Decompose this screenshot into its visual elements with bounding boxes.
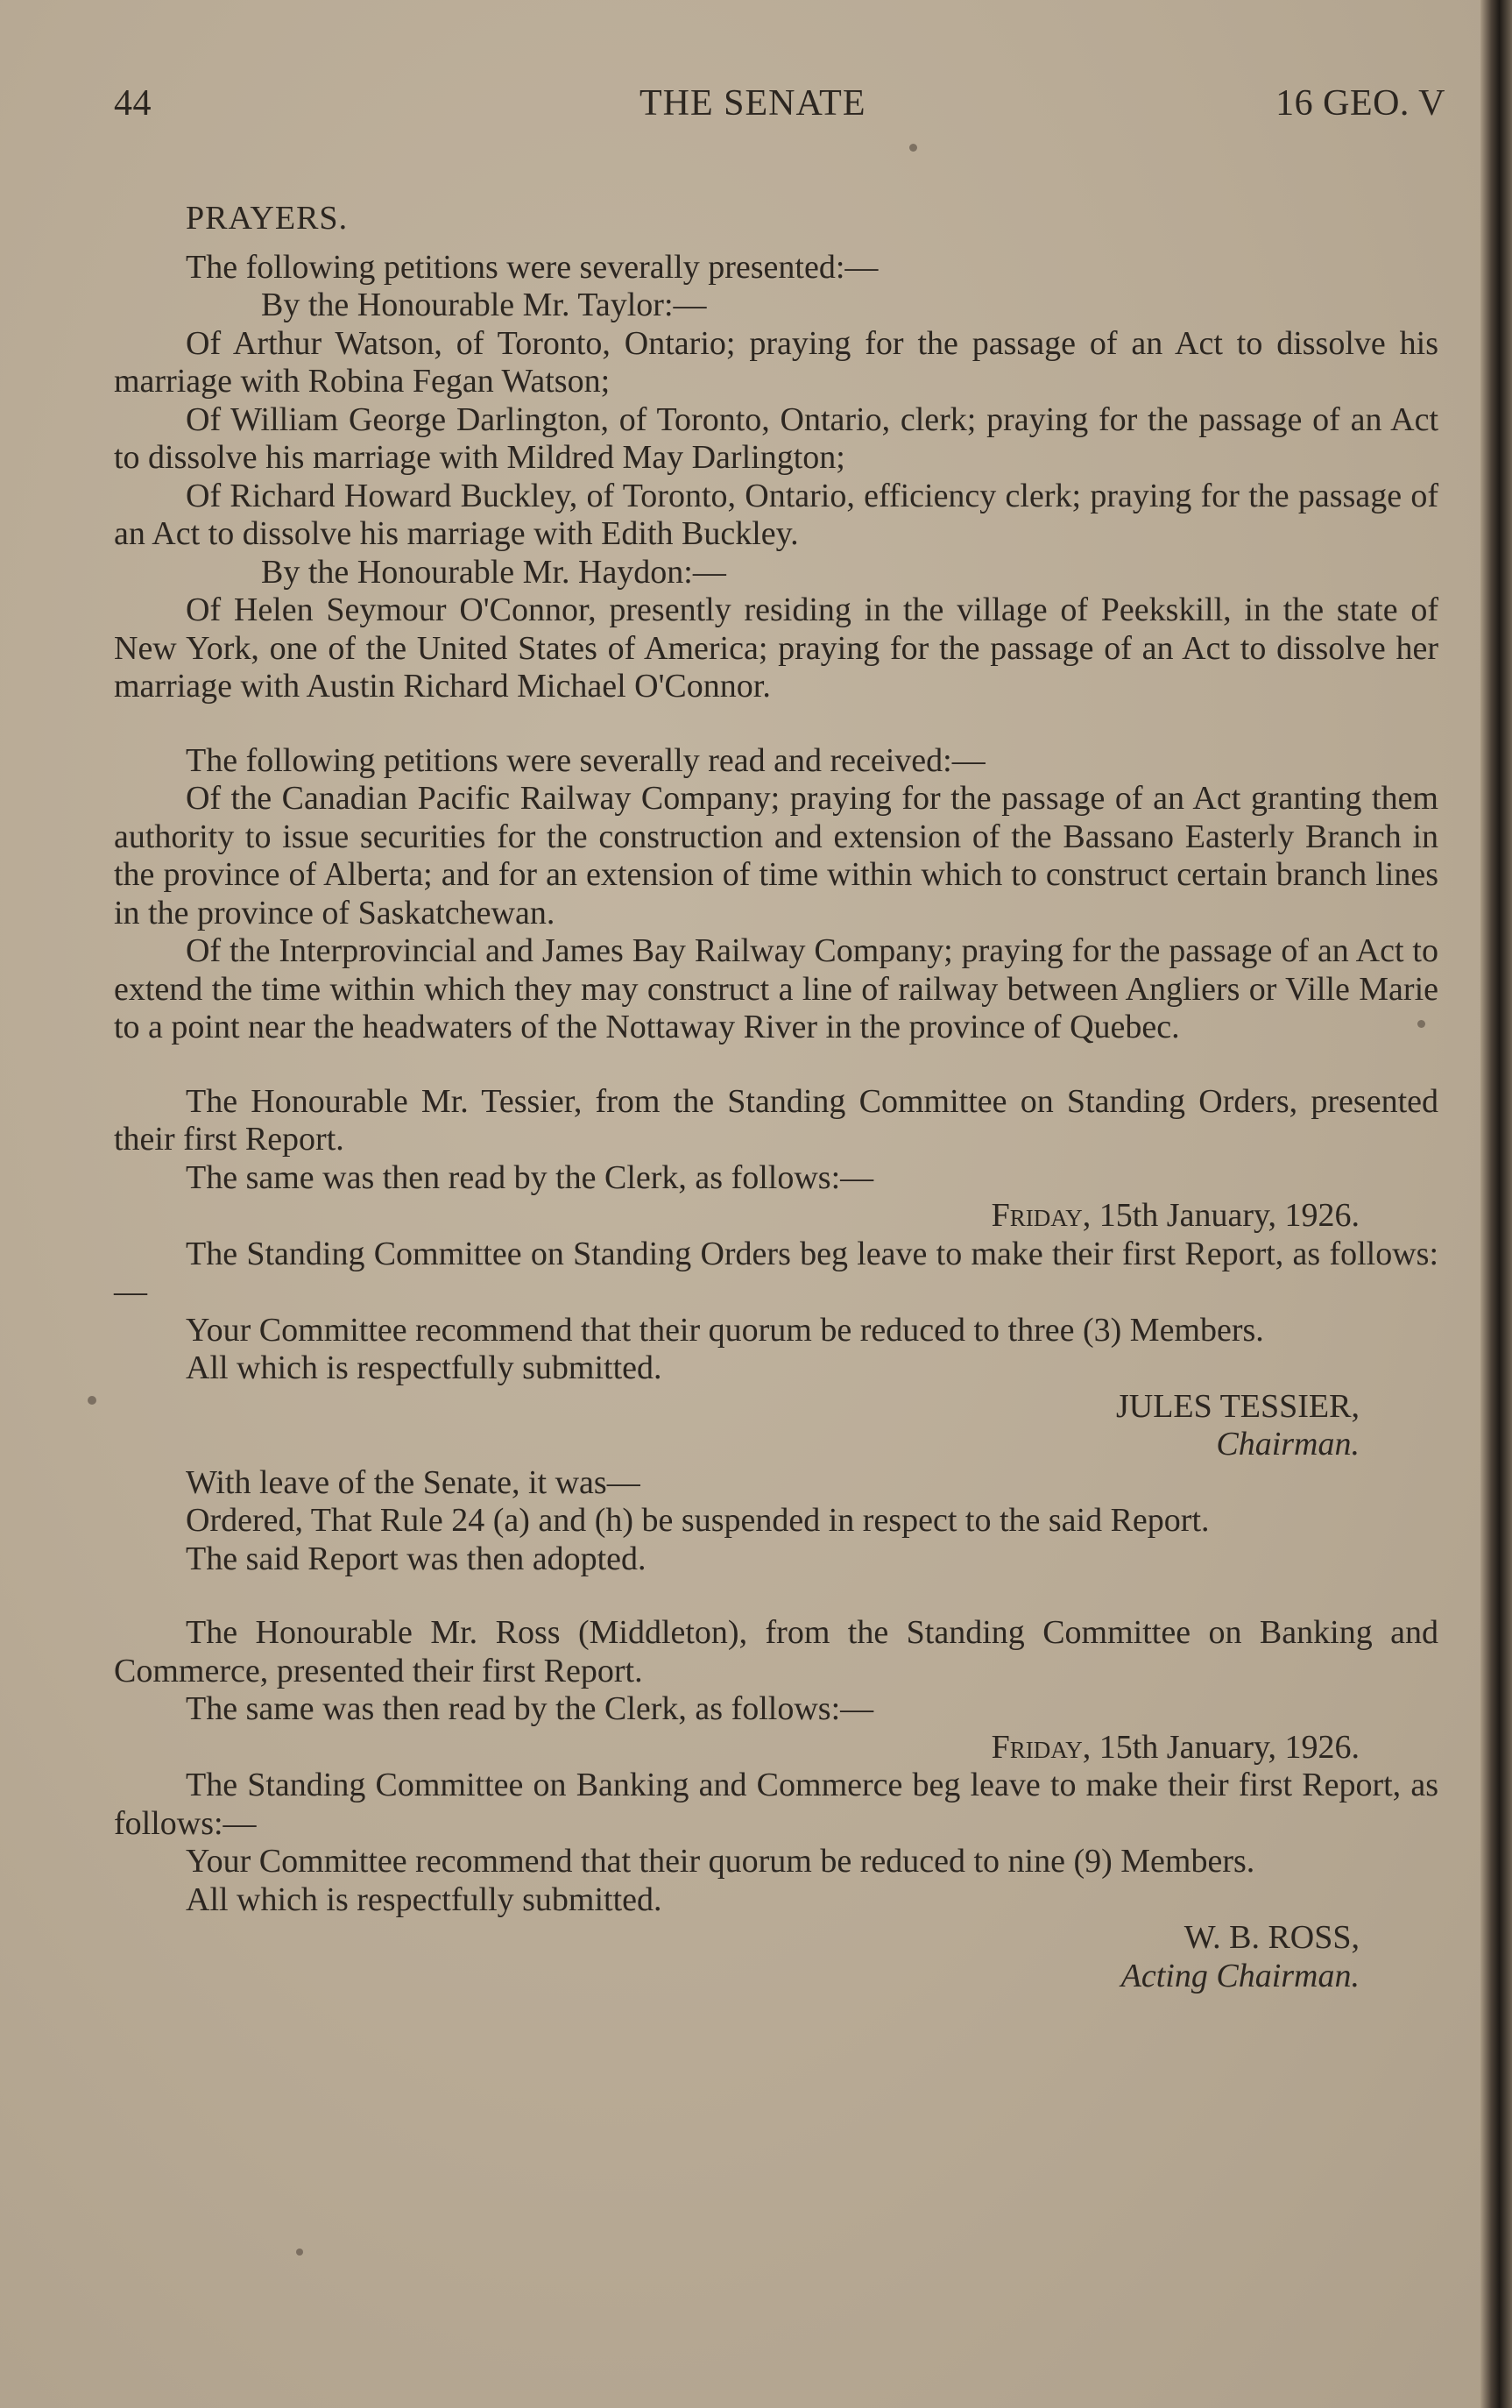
petition-item: Of the Canadian Pacific Railway Company; praying for the passage of an Act granting them authority to issue securities for the construction and extension of the Bassano Easterly Branch in the province of Alberta; and for an extension of time within which to construct certain branch lines in the province of Saskatchewan. — [114, 780, 1438, 931]
regnal-year: 16 GEO. V — [1275, 83, 1445, 124]
report-signatory-title: Acting Chairman. — [1120, 1957, 1360, 1994]
banking-intro: The Honourable Mr. Ross (Middleton), from the Standing Committee on Banking and Commerce, presented their first Report. — [114, 1614, 1438, 1689]
report-date-day: Friday — [991, 1728, 1083, 1766]
report-paragraph: All which is respectfully submitted. — [186, 1880, 662, 1918]
report-paragraph: The Standing Committee on Banking and Commerce beg leave to make their first Report, as follows:— — [114, 1767, 1438, 1842]
petition-item: Of William George Darlington, of Toronto, Ontario, clerk; praying for the passage of an Act to dissolve his marriage with Mildred May Darlington; — [114, 400, 1438, 476]
report-date-rest: , 15th January, 1926. — [1082, 1197, 1360, 1234]
report-date-day: Friday — [991, 1197, 1083, 1234]
presenter-taylor: By the Honourable Mr. Taylor:— — [261, 287, 707, 323]
petitions-presented-intro: The following petitions were severally presented:— — [186, 248, 879, 286]
page-number: 44 — [114, 83, 152, 124]
report-signatory-title: Chairman. — [1216, 1426, 1360, 1463]
report-paragraph: Your Committee recommend that their quorum be reduced to three (3) Members. — [186, 1311, 1264, 1349]
presenter-haydon: By the Honourable Mr. Haydon:— — [261, 553, 726, 591]
document-body — [114, 200, 1438, 1995]
report-paragraph: All which is respectfully submitted. — [186, 1349, 662, 1386]
paper-speck — [296, 2249, 303, 2256]
report-date-rest: , 15th January, 1926. — [1082, 1728, 1360, 1766]
petition-item: Of Richard Howard Buckley, of Toronto, Ontario, efficiency clerk; praying for the passage of an Act to dissolve his marriage with Edith Buckley. — [114, 477, 1438, 552]
report-signatory: JULES TESSIER, — [1115, 1387, 1360, 1425]
adopted-line: The said Report was then adopted. — [186, 1540, 646, 1577]
report-paragraph: The Standing Committee on Standing Orders beg leave to make their first Report, as follows:— — [114, 1235, 1438, 1310]
petition-item: Of Arthur Watson, of Toronto, Ontario; praying for the passage of an Act to dissolve his marriage with Robina Fegan Watson; — [114, 324, 1438, 400]
leave-line: With leave of the Senate, it was— — [186, 1463, 640, 1501]
report-date — [114, 1197, 1438, 1236]
report-read-line: The same was then read by the Clerk, as follows:— — [186, 1690, 874, 1727]
report-read-line: The same was then read by the Clerk, as follows:— — [186, 1158, 874, 1196]
petition-item: Of the Interprovincial and James Bay Railway Company; praying for the passage of an Act to extend the time within which they may construct a line of railway between Angliers or Ville Marie to a point near the headwaters of the Nottaway River in the province of Quebec. — [114, 932, 1438, 1045]
report-signatory: W. B. ROSS, — [1183, 1919, 1360, 1956]
book-binding-edge — [1480, 0, 1512, 2408]
paper-speck — [909, 144, 917, 152]
paper-speck — [88, 1396, 96, 1405]
section-heading: PRAYERS. — [186, 200, 349, 237]
report-paragraph: Your Committee recommend that their quorum be reduced to nine (9) Members. — [186, 1843, 1255, 1880]
journal-title: THE SENATE — [639, 83, 866, 124]
petition-item: Of Helen Seymour O'Connor, presently residing in the village of Peekskill, in the state of New York, one of the United States of America; praying for the passage of an Act to dissolve her marriage with Austin Richard Michael O'Connor. — [114, 591, 1438, 705]
petitions-received-intro: The following petitions were severally read and received:— — [186, 741, 986, 779]
ordered-line: Ordered, That Rule 24 (a) and (h) be suspended in respect to the said Report. — [186, 1502, 1210, 1539]
running-header — [114, 82, 1445, 135]
report-date — [114, 1729, 1438, 1767]
standing-orders-intro: The Honourable Mr. Tessier, from the Standing Committee on Standing Orders, presented their first Report. — [114, 1082, 1438, 1158]
